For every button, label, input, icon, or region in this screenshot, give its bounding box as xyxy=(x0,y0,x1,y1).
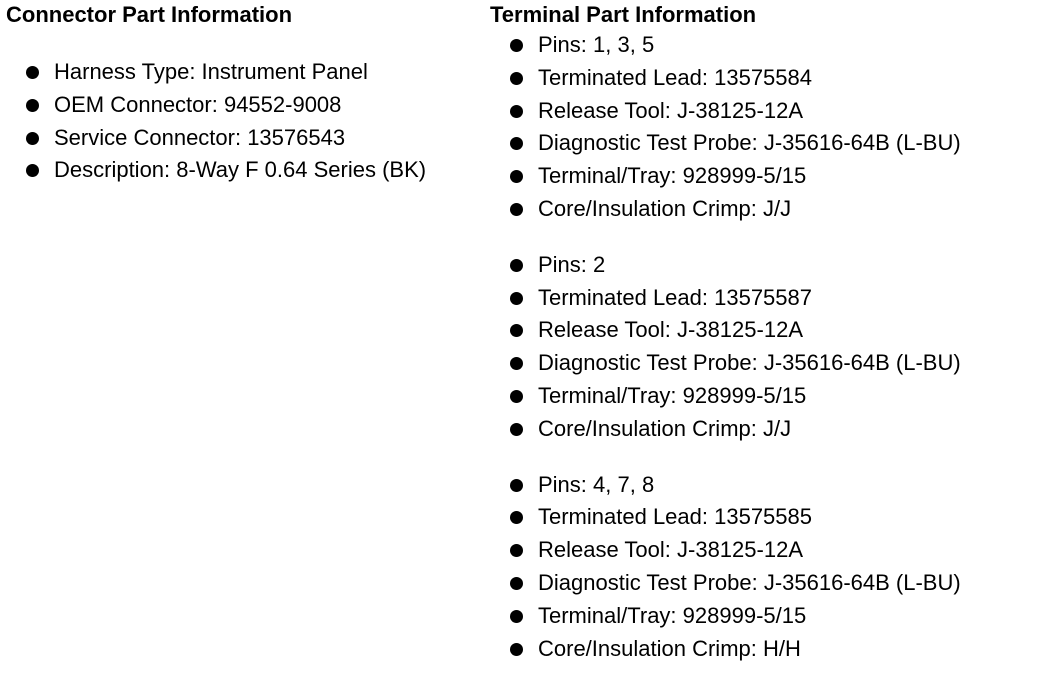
bullet-icon xyxy=(510,292,523,305)
terminal-item-text: Release Tool: J-38125-12A xyxy=(538,317,803,343)
terminal-item-text: Core/Insulation Crimp: H/H xyxy=(538,635,801,661)
list-item xyxy=(6,122,476,155)
list-item xyxy=(490,249,1050,282)
list-item xyxy=(490,413,1050,446)
terminal-group-1 xyxy=(490,29,1050,226)
bullet-icon xyxy=(26,99,39,112)
list-item xyxy=(490,567,1050,600)
bullet-icon xyxy=(510,544,523,557)
terminal-item-text: Pins: 2 xyxy=(538,251,606,277)
connector-item-text: Service Connector: 13576543 xyxy=(54,124,346,150)
list-item xyxy=(490,95,1050,128)
list-item xyxy=(490,127,1050,160)
terminal-group-2 xyxy=(490,249,1050,446)
terminal-item-text: Release Tool: J-38125-12A xyxy=(538,97,803,123)
bullet-icon xyxy=(510,259,523,272)
list-item xyxy=(490,62,1050,95)
bullet-icon xyxy=(26,164,39,177)
bullet-icon xyxy=(510,170,523,183)
terminal-item-text: Terminated Lead: 13575584 xyxy=(538,64,812,90)
terminal-item-text: Terminal/Tray: 928999-5/15 xyxy=(538,163,807,189)
bullet-icon xyxy=(510,511,523,524)
terminal-item-text: Diagnostic Test Probe: J-35616-64B (L-BU) xyxy=(538,350,961,376)
bullet-icon xyxy=(510,390,523,403)
list-item xyxy=(490,193,1050,226)
list-item xyxy=(6,89,476,122)
terminal-item-text: Terminated Lead: 13575587 xyxy=(538,284,812,310)
list-item xyxy=(490,534,1050,567)
connector-part-section xyxy=(6,0,476,187)
list-item xyxy=(490,469,1050,502)
terminal-item-text: Terminated Lead: 13575585 xyxy=(538,504,812,530)
bullet-icon xyxy=(510,610,523,623)
terminal-item-text: Pins: 4, 7, 8 xyxy=(538,471,655,497)
bullet-icon xyxy=(510,643,523,656)
terminal-item-text: Pins: 1, 3, 5 xyxy=(538,32,655,57)
list-item xyxy=(490,314,1050,347)
connector-item-text: Description: 8-Way F 0.64 Series (BK) xyxy=(54,157,427,183)
list-item xyxy=(490,633,1050,666)
terminal-item-text: Terminal/Tray: 928999-5/15 xyxy=(538,382,807,408)
list-item xyxy=(490,282,1050,315)
list-item xyxy=(490,501,1050,534)
bullet-icon xyxy=(26,132,39,145)
bullet-icon xyxy=(510,105,523,118)
terminal-item-text: Core/Insulation Crimp: J/J xyxy=(538,195,792,221)
terminal-item-text: Diagnostic Test Probe: J-35616-64B (L-BU) xyxy=(538,130,961,156)
terminal-part-heading: Terminal Part Information xyxy=(490,2,757,27)
bullet-icon xyxy=(510,577,523,590)
connector-item-text: Harness Type: Instrument Panel xyxy=(54,59,368,84)
list-item xyxy=(490,347,1050,380)
list-item xyxy=(490,600,1050,633)
connector-part-heading: Connector Part Information xyxy=(6,2,293,27)
bullet-icon xyxy=(510,324,523,337)
terminal-part-section xyxy=(490,0,1050,665)
terminal-item-text: Release Tool: J-38125-12A xyxy=(538,537,803,563)
bullet-icon xyxy=(510,203,523,216)
connector-part-list xyxy=(6,56,476,187)
list-item xyxy=(6,154,476,187)
terminal-item-text: Diagnostic Test Probe: J-35616-64B (L-BU) xyxy=(538,569,961,595)
bullet-icon xyxy=(510,39,523,52)
list-item xyxy=(490,380,1050,413)
connector-item-text: OEM Connector: 94552-9008 xyxy=(54,91,342,117)
list-item xyxy=(490,29,1050,62)
terminal-item-text: Core/Insulation Crimp: J/J xyxy=(538,415,792,441)
list-item xyxy=(490,160,1050,193)
bullet-icon xyxy=(510,357,523,370)
list-item xyxy=(6,56,476,89)
bullet-icon xyxy=(510,72,523,85)
bullet-icon xyxy=(510,423,523,436)
bullet-icon xyxy=(510,479,523,492)
terminal-group-3 xyxy=(490,469,1050,666)
bullet-icon xyxy=(510,137,523,150)
terminal-item-text: Terminal/Tray: 928999-5/15 xyxy=(538,602,807,628)
bullet-icon xyxy=(26,66,39,79)
